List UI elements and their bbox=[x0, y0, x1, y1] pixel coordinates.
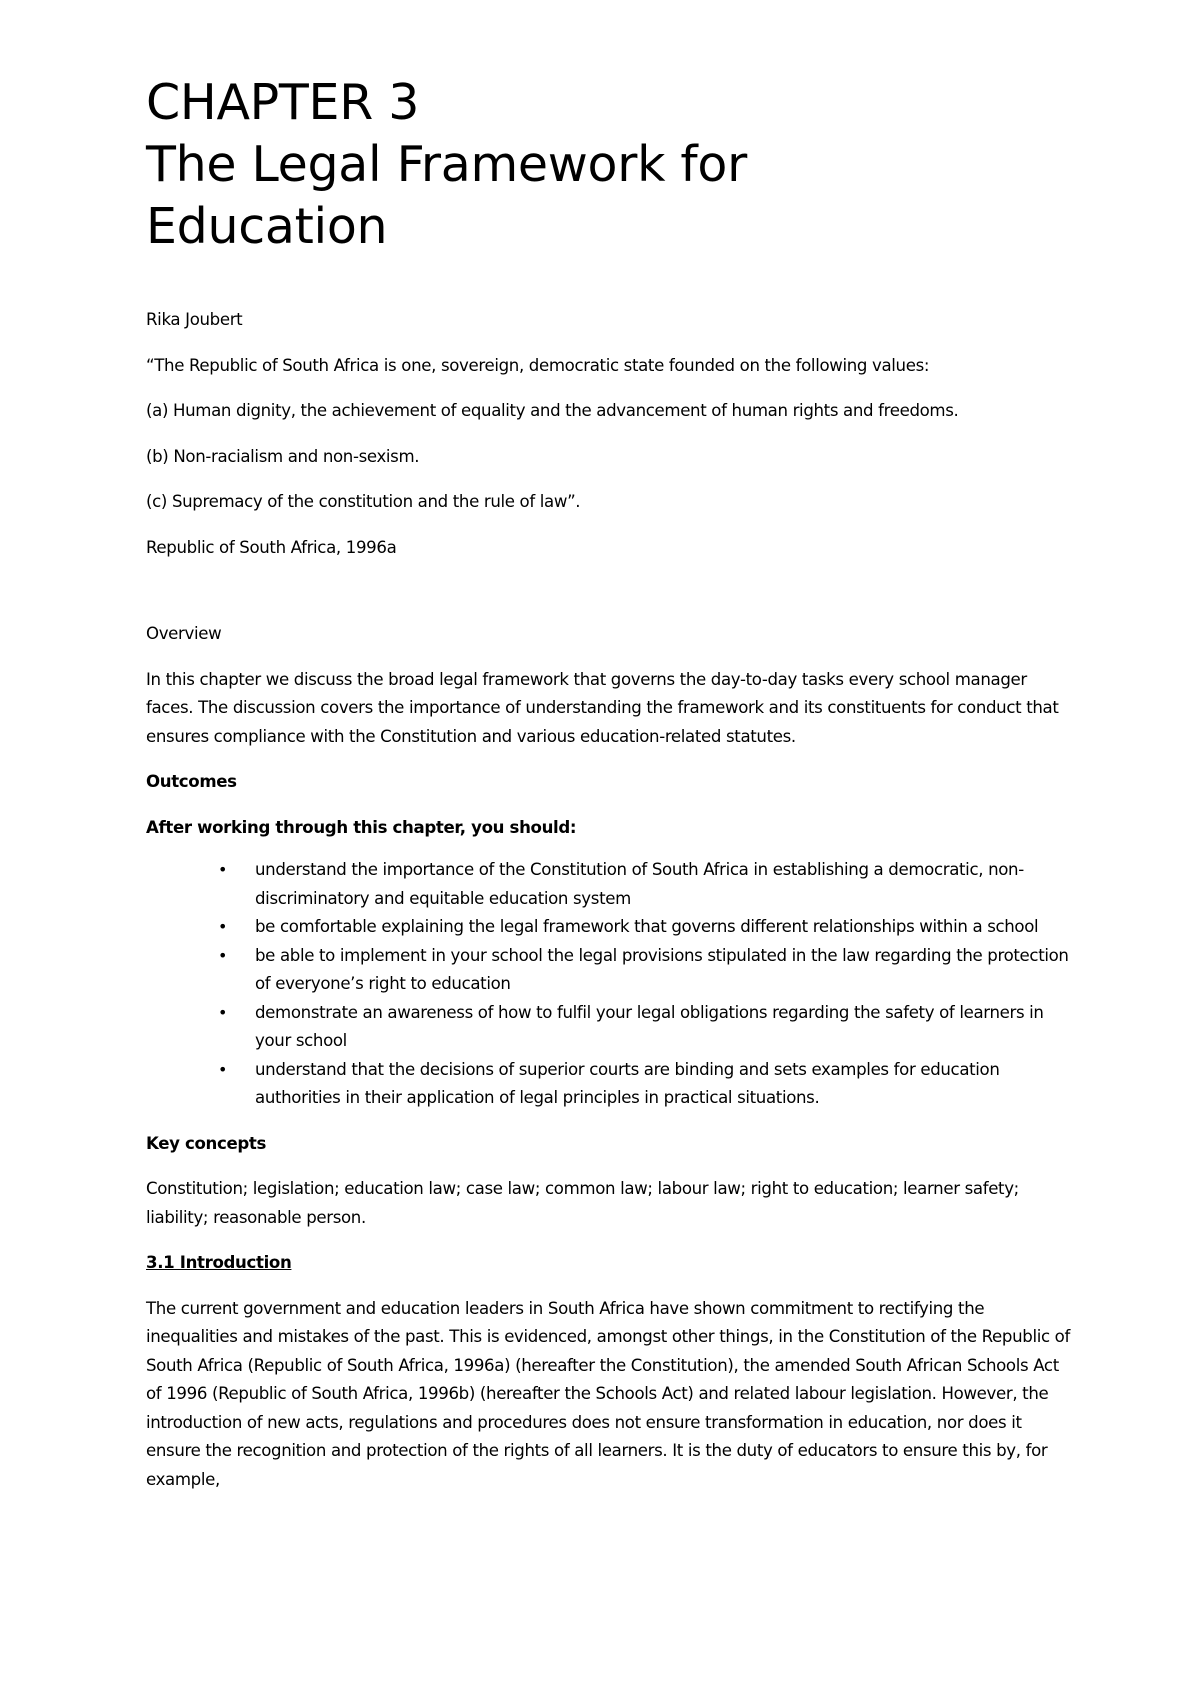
chapter-title bbox=[146, 72, 1076, 258]
outcome-text: demonstrate an awareness of how to fulfil your legal obligations regarding the safety of learners in your school bbox=[255, 1002, 1044, 1050]
outcome-text: be comfortable explaining the legal framework that governs different relationships within a school bbox=[255, 917, 1039, 936]
introduction-heading: 3.1 Introduction bbox=[146, 1253, 292, 1272]
chapter-title-line1: The Legal Framework for bbox=[146, 136, 747, 193]
outcome-text: be able to implement in your school the legal provisions stipulated in the law regarding the protection of everyone’s right to education bbox=[255, 945, 1069, 993]
quote-item-a: (a) Human dignity, the achievement of equality and the advancement of human rights and freedoms. bbox=[146, 401, 959, 420]
bullet-icon: • bbox=[218, 917, 228, 936]
outcome-text: understand the importance of the Constitution of South Africa in establishing a democratic, non-discriminatory and equitable education system bbox=[255, 860, 1024, 908]
overview-text: In this chapter we discuss the broad legal framework that governs the day-to-day tasks every school manager faces. The discussion covers the importance of understanding the framework and its constituents for conduct that ensures compliance with the Constitution and various education-related statutes. bbox=[146, 669, 1059, 746]
quote-item-b: (b) Non-racialism and non-sexism. bbox=[146, 446, 420, 466]
outcomes-list bbox=[146, 856, 1076, 1113]
chapter-title-line2: Education bbox=[146, 198, 388, 255]
list-item bbox=[146, 856, 1076, 913]
bullet-icon: • bbox=[218, 1002, 228, 1022]
overview-heading: Overview bbox=[146, 624, 222, 643]
outcomes-heading: Outcomes bbox=[146, 772, 237, 791]
document-page bbox=[146, 72, 1076, 1494]
outcomes-lead: After working through this chapter, you should: bbox=[146, 817, 577, 837]
key-concepts-text: Constitution; legislation; education law; case law; common law; labour law; right to education; learner safety; liability; reasonable person. bbox=[146, 1179, 1019, 1227]
quote-item-c: (c) Supremacy of the constitution and the rule of law”. bbox=[146, 492, 581, 511]
outcome-text: understand that the decisions of superior courts are binding and sets examples for education authorities in their application of legal principles in practical situations. bbox=[255, 1059, 1000, 1107]
introduction-text: The current government and education leaders in South Africa have shown commitment to rectifying the inequalities and mistakes of the past. This is evidenced, amongst other things, in the Constitution of the Republic of South Africa (Republic of South Africa, 1996a) (hereafter the Constitution), the amended South African Schools Act of 1996 (Republic of South Africa, 1996b) (hereafter the Schools Act) and related labour legislation. However, the introduction of new acts, regulations and procedures does not ensure transformation in education, nor does it ensure the recognition and protection of the rights of all learners. It is the duty of educators to ensure this by, for example, bbox=[146, 1298, 1070, 1489]
list-item bbox=[146, 999, 1076, 1056]
bullet-icon: • bbox=[218, 945, 228, 965]
chapter-label: CHAPTER 3 bbox=[146, 74, 420, 131]
list-item bbox=[146, 942, 1076, 999]
author: Rika Joubert bbox=[146, 310, 243, 329]
quote-source: Republic of South Africa, 1996a bbox=[146, 537, 397, 557]
bullet-icon: • bbox=[218, 1059, 228, 1079]
bullet-icon: • bbox=[218, 860, 228, 879]
key-concepts-heading: Key concepts bbox=[146, 1133, 267, 1153]
list-item bbox=[146, 1056, 1076, 1113]
quote-intro: “The Republic of South Africa is one, sovereign, democratic state founded on the following values: bbox=[146, 355, 930, 375]
list-item bbox=[146, 913, 1076, 942]
